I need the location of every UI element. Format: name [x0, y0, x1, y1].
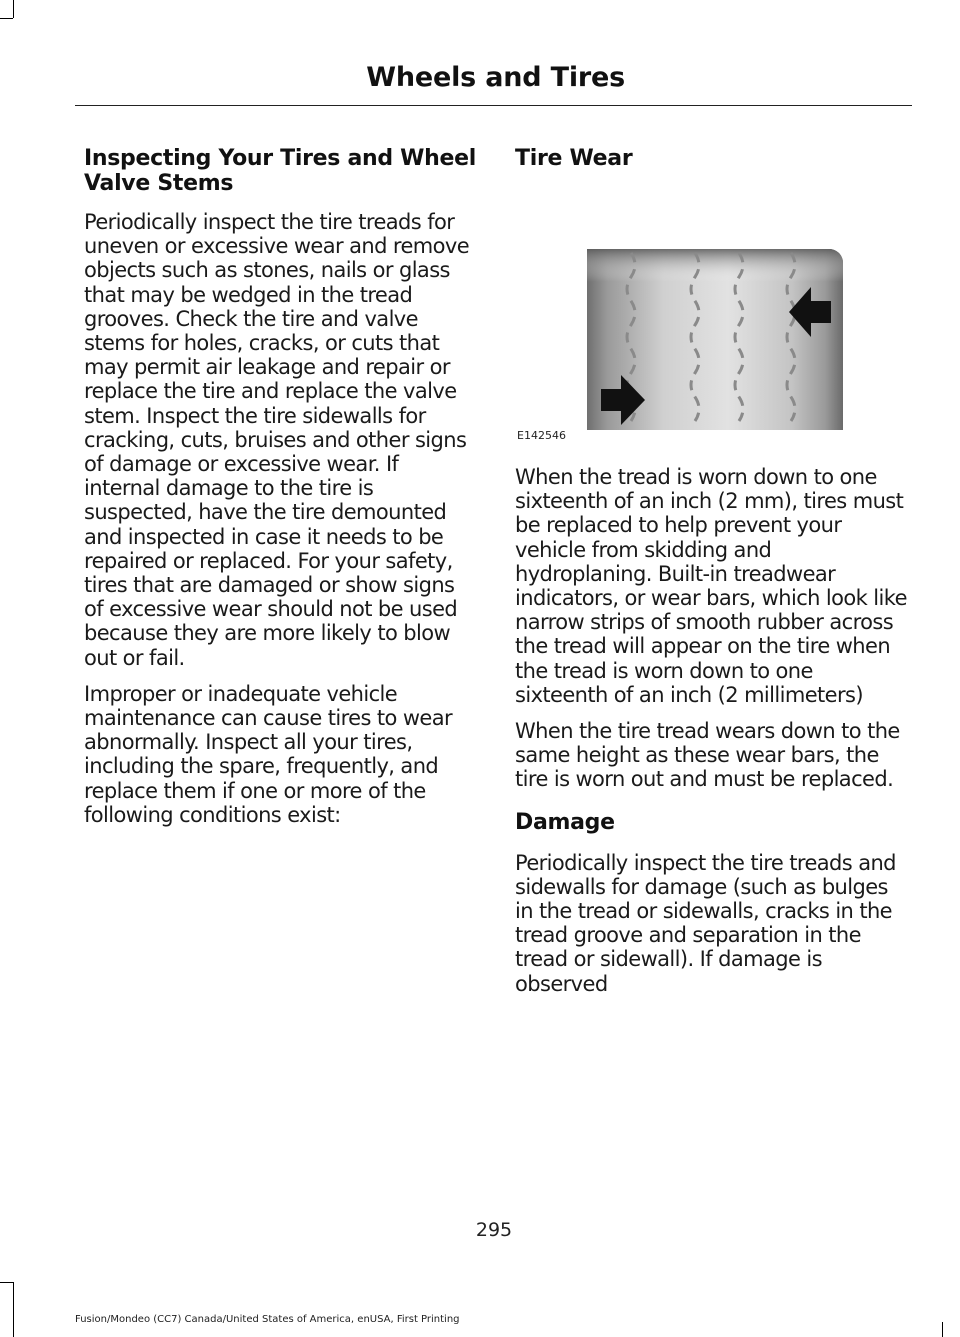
right-column	[515, 146, 910, 1008]
crop-mark-bottom-left-h	[0, 1282, 13, 1283]
wear-bars-paragraph: When the tire tread wears down to the same height as these wear bars, the tire is worn out and must be replaced.	[515, 719, 900, 792]
maintenance-paragraph: Improper or inadequate vehicle maintenance can cause tires to wear abnormally. Inspect all your tires, including the spare, frequently, and replace them if one or more of the following conditions exist:	[84, 681, 453, 827]
page-number: 295	[475, 1219, 513, 1241]
figure-code: E142546	[517, 429, 566, 442]
damage-paragraph: Periodically inspect the tire treads and sidewalls for damage (such as bulges in the tread or sidewalls, cracks in the tread groove and separation in the tread or sidewall). If damage is observed	[515, 850, 896, 996]
inspect-paragraph: Periodically inspect the tire treads for uneven or excessive wear and remove objects such as stones, nails or glass that may be wedged in the tread grooves. Check the tire and valve stems for holes, cracks, or cuts that may permit air leakage and repair or replace the tire and replace the valve stem. Inspect the tire sidewalls for cracking, cuts, bruises and other signs of damage or excessive wear. If internal damage to the tire is suspected, have the tire demounted and inspected in case it needs to be repaired or replaced. For your safety, tires that are damaged or show signs of excessive wear should not be used because they are more likely to blow out or fail.	[84, 210, 470, 670]
header-divider	[75, 105, 912, 106]
crop-mark-bottom-left	[13, 1282, 14, 1337]
crop-mark-top-left-h	[0, 18, 13, 19]
tread-depth-paragraph: When the tread is worn down to one sixteenth of an inch (2 mm), tires must be replaced to help prevent your vehicle from skidding and hydroplaning. Built-in treadwear indicators, or wear bars, which look like narrow strips of smooth rubber across the tread will appear on the tire when the tread is worn down to one sixteenth of an inch (2 millimeters)	[515, 465, 907, 707]
crop-mark-bottom-right	[942, 1322, 943, 1337]
footer-text: Fusion/Mondeo (CC7) Canada/United States of America, enUSA, First Printing	[75, 1314, 460, 1325]
left-column	[84, 146, 479, 839]
tire-wear-heading: Tire Wear	[515, 146, 633, 171]
tire-tread-figure	[515, 197, 910, 447]
crop-mark-top-left	[13, 0, 14, 18]
inspecting-tires-heading: Inspecting Your Tires and Wheel Valve Stems	[84, 146, 476, 196]
tire-tread-illustration	[515, 197, 910, 447]
damage-heading: Damage	[515, 809, 615, 835]
section-title: Wheels and Tires	[366, 62, 625, 93]
